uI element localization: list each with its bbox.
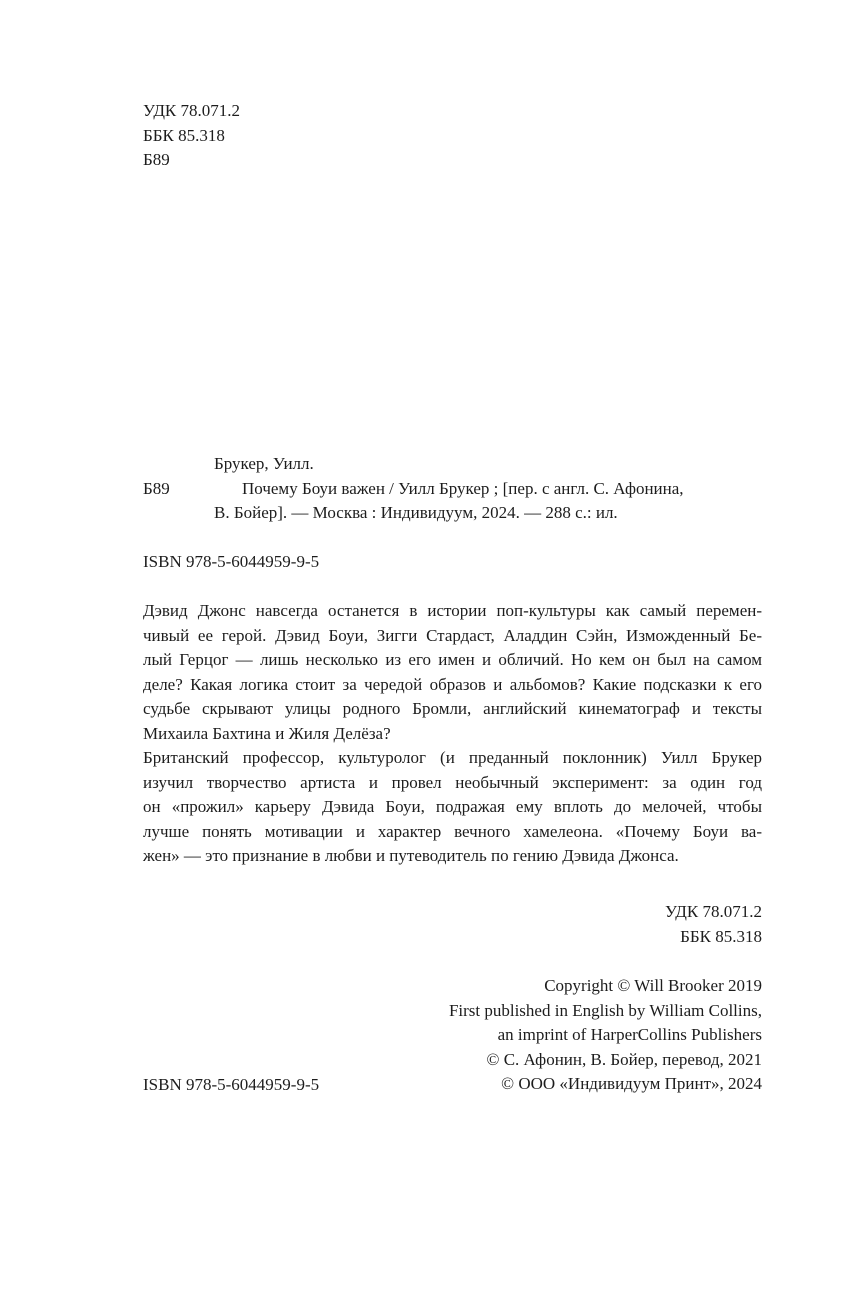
udk-code: УДК 78.071.2 <box>143 101 241 120</box>
catalog-title-line-1: Почему Боуи важен / Уилл Брукер ; [пер. с англ. С. Афонина, <box>242 478 684 498</box>
annotation-line: Михаила Бахтина и Жиля Делёза? <box>143 723 391 743</box>
annotation-line: чивый ее герой. Дэвид Боуи, Зигги Стардаст, Аладдин Сэйн, Изможденный Бе- <box>143 625 762 645</box>
catalog-author-mark: Б89 <box>143 478 170 498</box>
annotation-line: Дэвид Джонс навсегда останется в истории поп-культуры как самый перемен- <box>143 601 762 620</box>
annotation-line: он «прожил» карьеру Дэвида Боуи, подражая ему вплоть до мелочей, чтобы <box>143 797 762 816</box>
annotation-line: Британский профессор, культуролог (и преданный поклонник) Уилл Брукер <box>143 748 762 767</box>
copyright-line: Copyright © Will Brooker 2019 <box>544 976 762 995</box>
copyright-line: © С. Афонин, В. Бойер, перевод, 2021 <box>486 1049 762 1069</box>
isbn-bottom <box>143 1073 319 1098</box>
annotation-paragraph-1 <box>143 599 762 746</box>
annotation-line: лый Герцог — лишь несколько из его имен и обличий. Но кем он был на самом <box>143 650 762 669</box>
annotation-line: деле? Какая логика стоит за чередой образов и альбомов? Какие подсказки к его <box>143 674 762 694</box>
annotation-line: жен» — это признание в любви и путеводитель по гению Дэвида Джонса. <box>143 846 679 865</box>
udk-code: УДК 78.071.2 <box>664 902 762 921</box>
isbn-text: ISBN 978-5-6044959-9-5 <box>143 552 320 571</box>
author-mark: Б89 <box>143 150 170 169</box>
catalog-title-line-2: В. Бойер]. — Москва : Индивидуум, 2024. — 288 с.: ил. <box>214 503 618 522</box>
bbk-code: ББК 85.318 <box>680 926 762 946</box>
annotation-line: изучил творчество артиста и провел необычный эксперимент: за один год <box>143 772 762 792</box>
isbn-text: ISBN 978-5-6044959-9-5 <box>143 1075 320 1094</box>
classification-codes-top <box>143 99 240 173</box>
annotation-line: лучше понять мотивации и характер вечного хамелеона. «Почему Боуи ва- <box>143 821 762 841</box>
copyright-block <box>449 974 762 1097</box>
catalog-author: Брукер, Уилл. <box>214 454 314 473</box>
copyright-line: © ООО «Индивидуум Принт», 2024 <box>501 1074 762 1093</box>
copyright-line: First published in English by William Collins, <box>448 1000 762 1020</box>
bbk-code: ББК 85.318 <box>143 125 225 145</box>
annotation-line: судьбе скрывают улицы родного Бромли, английский кинематограф и тексты <box>143 699 762 718</box>
catalog-record <box>143 452 763 526</box>
copyright-line: an imprint of HarperCollins Publishers <box>497 1025 762 1044</box>
classification-codes-bottom <box>665 900 762 949</box>
isbn-top <box>143 550 319 575</box>
annotation <box>143 599 762 869</box>
annotation-paragraph-2 <box>143 746 762 869</box>
